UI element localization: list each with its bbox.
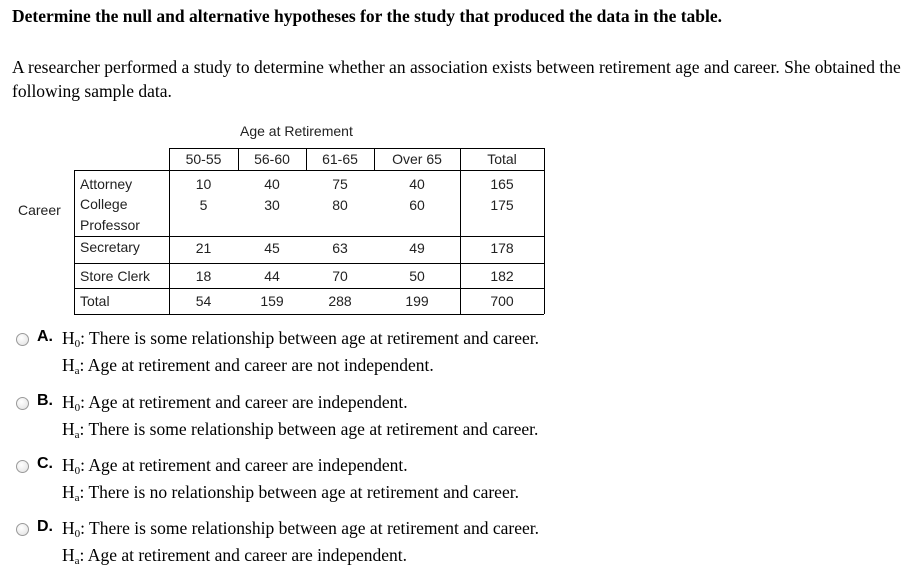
column-header: Total [487, 151, 517, 167]
table-cell: 21 [195, 240, 212, 256]
hypothesis-symbol: H [62, 455, 75, 475]
table-grid-line [460, 170, 461, 314]
option-letter: A. [37, 328, 53, 345]
table-grid-line [238, 148, 239, 170]
hypothesis-subscript: a [74, 365, 80, 377]
row-label: Professor [80, 217, 140, 233]
option-b[interactable] [14, 390, 634, 444]
table-cell: 54 [195, 293, 212, 309]
table-cell: 30 [264, 197, 280, 213]
table-cell: 10 [195, 176, 212, 192]
intro-text: A researcher performed a study to determine whether an association exists between retirement age and career. She obtained the following sample data. [12, 57, 901, 101]
alternative-hypothesis [62, 482, 519, 504]
table-cell: 70 [332, 268, 348, 284]
hypothesis-symbol: H [62, 328, 75, 348]
table-grid-line [306, 148, 307, 170]
table-grid-line [169, 236, 170, 314]
table-grid-line [74, 170, 75, 314]
radio-button-icon[interactable] [16, 523, 29, 536]
table-cell: 49 [409, 240, 425, 256]
hypothesis-text: : There is no relationship between age at retirement and career. [79, 482, 519, 502]
table-grid-line [74, 288, 544, 289]
hypothesis-text: : Age at retirement and career are not independent. [79, 355, 434, 375]
table-grid-line [169, 170, 170, 236]
table-grid-line [169, 148, 170, 170]
alternative-hypothesis [62, 355, 434, 377]
column-header: 61-65 [322, 151, 358, 167]
table-grid-line [544, 170, 545, 314]
table-cell: 40 [409, 176, 425, 192]
table-cell: 44 [264, 268, 280, 284]
table-grid-line [74, 314, 544, 315]
hypothesis-symbol: H [62, 545, 75, 565]
table-cell: 199 [405, 293, 429, 309]
hypothesis-subscript: 0 [74, 338, 81, 350]
table-cell: 60 [409, 197, 425, 213]
alternative-hypothesis [62, 419, 538, 441]
column-header: Over 65 [392, 151, 442, 167]
hypothesis-text: : There is some relationship between age at retirement and career. [79, 419, 539, 439]
table-cell: 75 [332, 176, 348, 192]
table-cell: 159 [260, 293, 284, 309]
null-hypothesis [62, 392, 408, 414]
hypothesis-symbol: H [62, 392, 75, 412]
option-c[interactable] [14, 453, 634, 507]
table-cell: 40 [264, 176, 280, 192]
contingency-table [14, 121, 554, 321]
null-hypothesis [62, 518, 539, 540]
null-hypothesis [62, 455, 408, 477]
hypothesis-symbol: H [62, 518, 75, 538]
table-cell: 700 [490, 293, 514, 309]
hypothesis-subscript: a [74, 555, 80, 567]
table-grid-line [74, 263, 544, 264]
hypothesis-symbol: H [62, 482, 75, 502]
option-letter: C. [37, 455, 53, 472]
column-group-label: Age at Retirement [240, 123, 353, 139]
radio-button-icon[interactable] [16, 460, 29, 473]
hypothesis-subscript: 0 [74, 402, 81, 414]
table-grid-line [169, 148, 544, 149]
hypothesis-symbol: H [62, 355, 75, 375]
hypothesis-text: : Age at retirement and career are independent. [80, 392, 408, 412]
table-cell: 178 [490, 240, 514, 256]
table-grid-line [460, 148, 461, 170]
row-label: College [80, 196, 128, 212]
table-grid-line [74, 170, 544, 171]
option-a[interactable] [14, 326, 634, 380]
table-grid-line [74, 236, 544, 237]
hypothesis-text: : There is some relationship between age at retirement and career. [80, 328, 539, 348]
hypothesis-subscript: a [74, 429, 80, 441]
table-cell: 5 [199, 197, 208, 213]
option-letter: D. [37, 518, 53, 535]
table-cell: 182 [490, 268, 514, 284]
column-header: 50-55 [185, 151, 222, 167]
row-label: Attorney [80, 176, 133, 192]
table-cell: 50 [409, 268, 425, 284]
hypothesis-text: : Age at retirement and career are independent. [80, 455, 408, 475]
hypothesis-symbol: H [62, 419, 75, 439]
row-label: Total [80, 293, 110, 309]
option-letter: B. [37, 392, 53, 409]
table-cell: 63 [332, 240, 348, 256]
table-grid-line [544, 148, 545, 170]
hypothesis-subscript: 0 [74, 528, 81, 540]
hypothesis-text: : Age at retirement and career are independent. [79, 545, 407, 565]
row-group-label: Career [18, 202, 61, 218]
table-cell: 80 [332, 197, 348, 213]
hypothesis-subscript: 0 [74, 465, 81, 477]
table-cell: 288 [328, 293, 352, 309]
radio-button-icon[interactable] [16, 333, 29, 346]
null-hypothesis [62, 328, 539, 350]
hypothesis-subscript: a [74, 492, 80, 504]
table-cell: 175 [490, 197, 514, 213]
hypothesis-text: : There is some relationship between age at retirement and career. [80, 518, 539, 538]
alternative-hypothesis [62, 545, 407, 567]
question-text: Determine the null and alternative hypotheses for the study that produced the data in the table. [12, 6, 723, 26]
table-cell: 45 [264, 240, 280, 256]
radio-button-icon[interactable] [16, 397, 29, 410]
table-cell: 165 [490, 176, 514, 192]
table-grid-line [374, 148, 375, 170]
column-header: 56-60 [254, 151, 290, 167]
table-cell: 18 [195, 268, 212, 284]
option-d[interactable] [14, 516, 634, 570]
row-label: Secretary [80, 239, 140, 255]
row-label: Store Clerk [80, 268, 151, 284]
